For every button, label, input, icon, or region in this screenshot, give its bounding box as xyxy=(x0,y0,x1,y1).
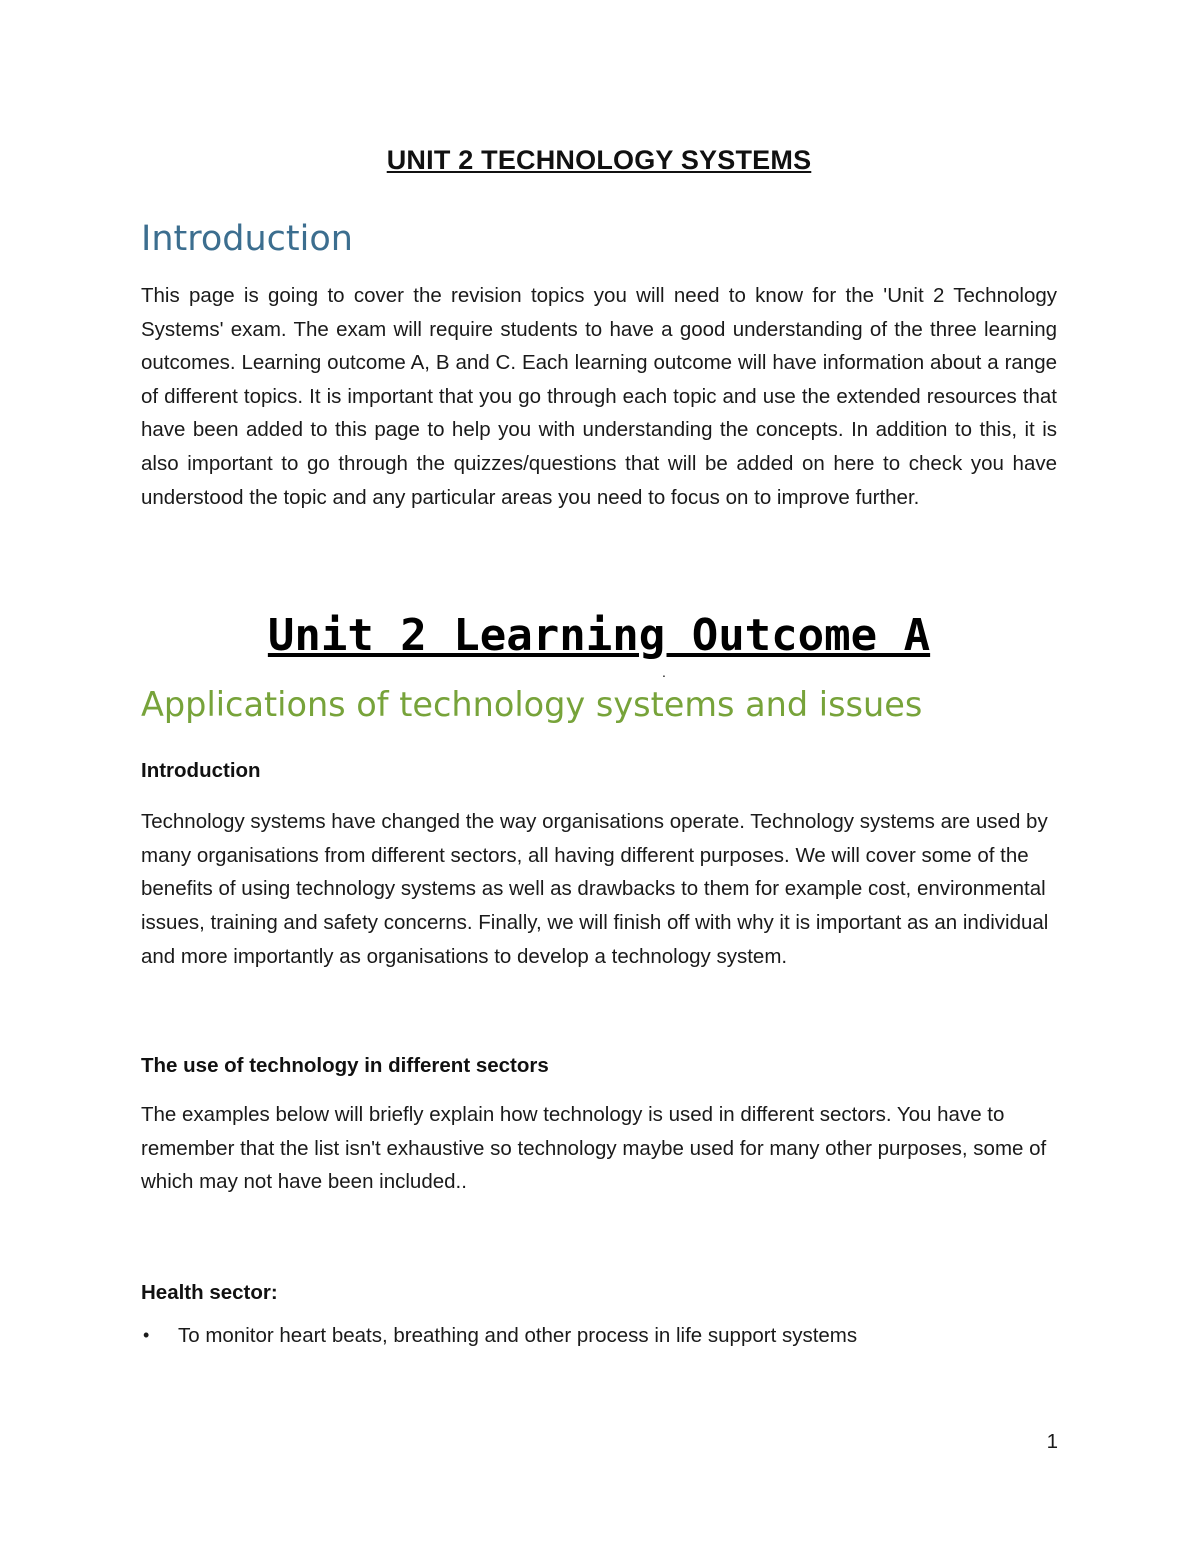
subheading-introduction: Introduction xyxy=(141,759,261,783)
intro-paragraph: This page is going to cover the revision topics you will need to know for the 'Unit 2 Technology Systems' exam. The exam will require students to have a good understanding of the three learning outcomes. Learning outcome A, B and C. Each learning outcome will have information about a range of different topics. It is important that you go through each topic and use the extended resources that have been added to this page to help you with understanding the concepts. In addition to this, it is also important to go through the quizzes/questions that will be added on here to check you have understood the topic and any particular areas you need to focus on to improve further. xyxy=(141,284,1057,509)
list-item-text: To monitor heart beats, breathing and other process in life support systems xyxy=(178,1323,858,1347)
bullet-icon: • xyxy=(143,1324,150,1345)
learning-outcome-title: Unit 2 Learning Outcome A xyxy=(267,610,931,662)
document-title: UNIT 2 TECHNOLOGY SYSTEMS xyxy=(386,145,812,175)
list-item xyxy=(141,1319,1057,1352)
stray-dot: · xyxy=(661,667,667,684)
subheading-health-sector: Health sector: xyxy=(141,1280,278,1304)
outcome-intro-paragraph: Technology systems have changed the way organisations operate. Technology systems are used by many organisations from different sectors, all having different purposes. We will cover some of the benefits of using technology systems as well as drawbacks to them for example cost, environmental issues, training and safety concerns. Finally, we will finish off with why it is important as an individual and more importantly as organisations to develop a technology system. xyxy=(141,810,1049,968)
intro-heading: Introduction xyxy=(141,219,353,259)
subheading-sectors: The use of technology in different sectors xyxy=(141,1054,549,1078)
page-content xyxy=(141,140,1057,1352)
section-heading: Applications of technology systems and issues xyxy=(141,685,923,725)
health-sector-list xyxy=(141,1319,1057,1352)
sectors-paragraph: The examples below will briefly explain how technology is used in different sectors. You have to remember that the list isn't exhaustive so technology maybe used for many other purposes, some of which may not have been included.. xyxy=(141,1103,1047,1194)
page-number: 1 xyxy=(1046,1430,1058,1453)
